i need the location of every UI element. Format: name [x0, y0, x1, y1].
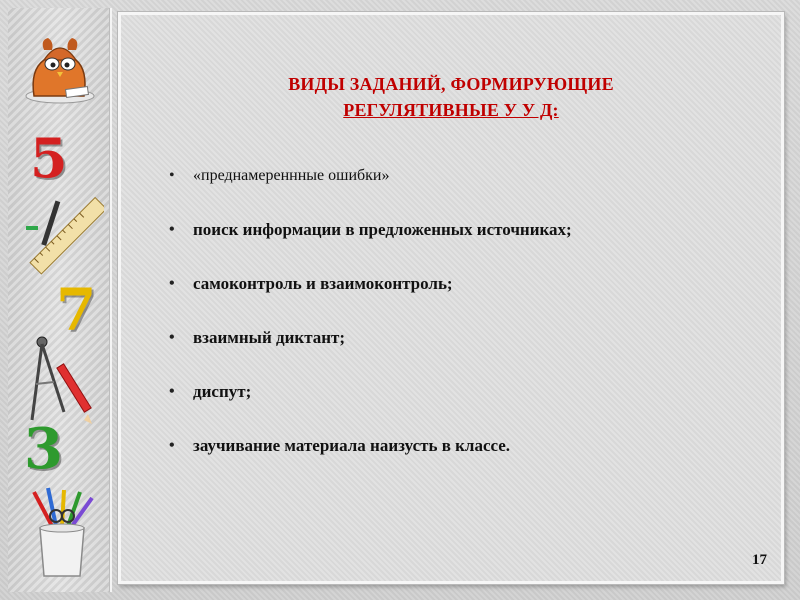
bullet-icon: •	[169, 221, 175, 238]
bullet-icon: •	[169, 275, 175, 292]
bullet-icon: •	[169, 437, 175, 454]
list-item-text: диспут;	[193, 382, 252, 401]
list-item	[167, 219, 572, 273]
ruler-pencil-icon	[18, 196, 104, 284]
list-item	[167, 327, 572, 381]
list-item	[167, 273, 572, 327]
page-number: 17	[752, 552, 767, 568]
bullet-icon: •	[169, 329, 175, 346]
list-item	[167, 165, 572, 219]
bullet-list	[167, 165, 572, 489]
pencil-cup-icon	[22, 486, 102, 580]
slide-title-line2: РЕГУЛЯТИВНЫЕ У У Д:	[343, 100, 559, 120]
list-item-text: взаимный диктант;	[193, 328, 346, 347]
digit-3-icon: 3	[24, 416, 63, 482]
digit-7-icon: 7	[56, 276, 97, 344]
list-item-text: самоконтроль и взаимоконтроль;	[193, 274, 453, 293]
list-item	[167, 435, 572, 489]
content-panel	[118, 12, 784, 584]
list-item-text: заучивание материала наизусть в классе.	[193, 436, 511, 455]
bullet-icon: •	[169, 167, 175, 184]
bullet-icon: •	[169, 383, 175, 400]
slide-title-line1: ВИДЫ ЗАДАНИЙ, ФОРМИРУЮЩИЕ	[288, 74, 614, 94]
left-decor-strip	[8, 8, 112, 592]
digit-5-icon: 5	[30, 126, 68, 190]
list-item-text: поиск информации в предложенных источниках;	[193, 220, 572, 239]
slide-title	[121, 71, 781, 123]
list-item	[167, 381, 572, 435]
list-item-text: «преднамереннные ошибки»	[193, 167, 390, 184]
owl-teacher-icon	[14, 30, 106, 106]
